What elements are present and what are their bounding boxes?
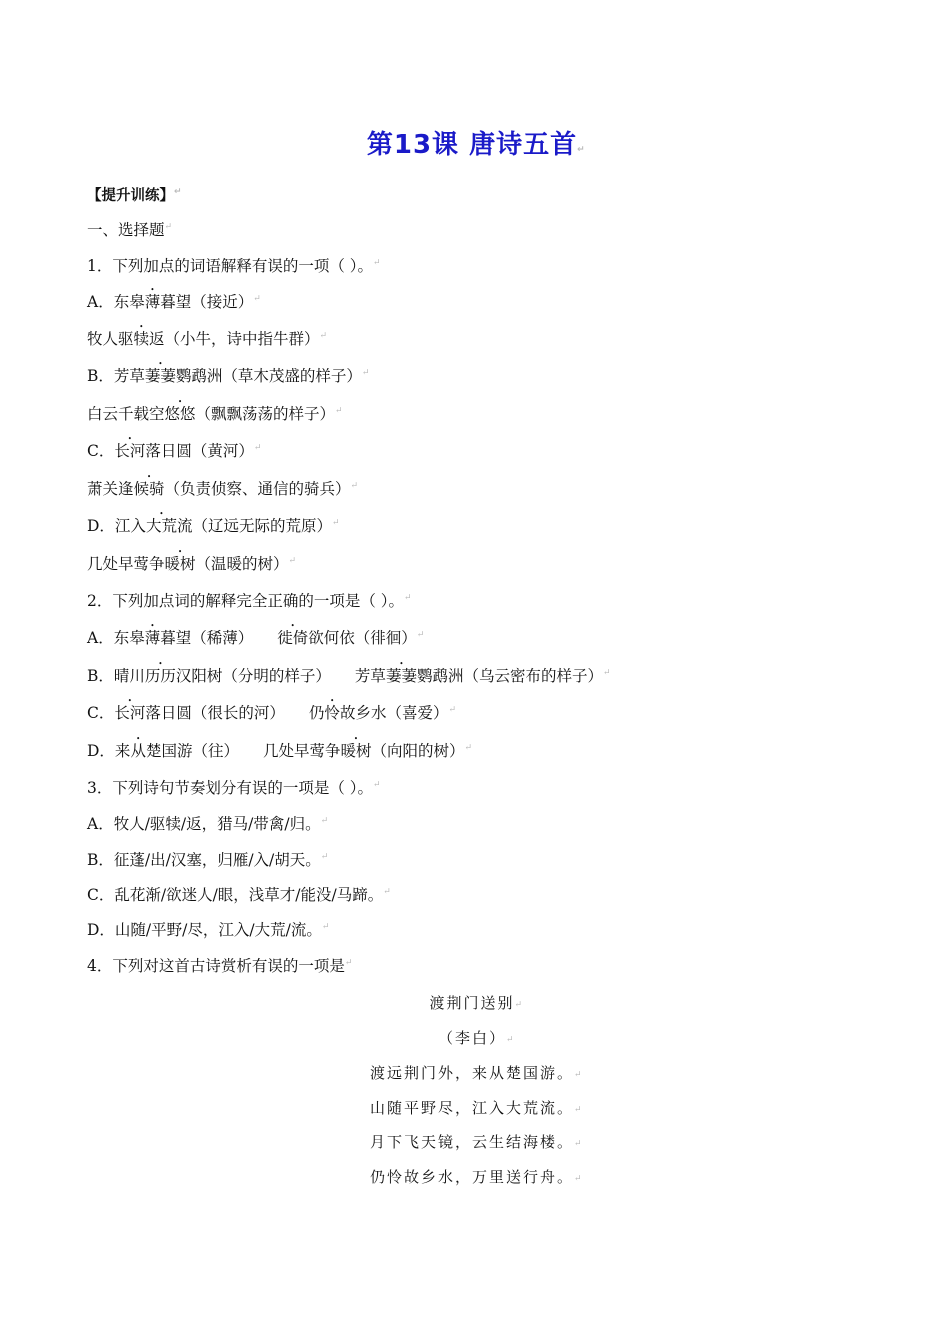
poem-line: 渡远荆门外，来从楚国游。↵ bbox=[0, 1062, 950, 1083]
q1-option-a-line1: A．东皋薄暮望（接近）↵ bbox=[87, 292, 259, 312]
part-heading: 一、选择题↵ bbox=[87, 220, 171, 240]
q2-option-d: D．来从楚国游（往） 几处早莺争暖树（向阳的树）↵ bbox=[87, 741, 471, 761]
poem-line: 山随平野尽，江入大荒流。↵ bbox=[0, 1097, 950, 1118]
q2-option-a: A．东皋薄暮望（稀薄） 徙倚欲何依（徘徊）↵ bbox=[87, 628, 423, 648]
q2-option-b: B．晴川历历汉阳树（分明的样子） 芳草萋萋鹦鹉洲（乌云密布的样子）↵ bbox=[87, 666, 609, 686]
q3-option-c: C．乱花渐/欲迷人/眼，浅草才/能没/马蹄。↵ bbox=[87, 885, 389, 905]
question-1-stem: 1．下列加点的词语解释有误的一项（ ）。↵ bbox=[87, 256, 379, 276]
question-2-stem: 2．下列加点词的解释完全正确的一项是（ ）。↵ bbox=[87, 591, 410, 611]
q1-option-b-line2: 白云千载空悠悠（飘飘荡荡的样子）↵ bbox=[87, 404, 341, 424]
poem-line: 月下飞天镜，云生结海楼。↵ bbox=[0, 1131, 950, 1152]
question-3-stem: 3．下列诗句节奏划分有误的一项是（ ）。↵ bbox=[87, 778, 379, 798]
q3-option-a: A．牧人/驱犊/返，猎马/带禽/归。↵ bbox=[87, 814, 327, 834]
q1-option-c-line2: 萧关逢候骑（负责侦察、通信的骑兵）↵ bbox=[87, 479, 357, 499]
poem-line: 仍怜故乡水，万里送行舟。↵ bbox=[0, 1166, 950, 1187]
q1-option-a-line2: 牧人驱犊返（小牛，诗中指牛群）↵ bbox=[87, 329, 326, 349]
q3-option-d: D．山随/平野/尽，江入/大荒/流。↵ bbox=[87, 920, 328, 940]
page-title: 第13课 唐诗五首↵ bbox=[0, 124, 950, 161]
section-heading: 【提升训练】↵ bbox=[87, 186, 180, 206]
q1-option-d-line1: D．江入大荒流（辽远无际的荒原）↵ bbox=[87, 516, 338, 536]
poem-title: 渡荆门送别↵ bbox=[0, 992, 950, 1013]
poem-author: （李白）↵ bbox=[0, 1027, 950, 1048]
q1-option-c-line1: C．长河落日圆（黄河）↵ bbox=[87, 441, 260, 461]
q2-option-c: C．长河落日圆（很长的河） 仍怜故乡水（喜爱）↵ bbox=[87, 703, 454, 723]
q3-option-b: B．征蓬/出/汉塞，归雁/入/胡天。↵ bbox=[87, 850, 327, 870]
q1-option-d-line2: 几处早莺争暖树（温暖的树）↵ bbox=[87, 554, 295, 574]
q1-option-b-line1: B．芳草萋萋鹦鹉洲（草木茂盛的样子）↵ bbox=[87, 366, 368, 386]
question-4-stem: 4．下列对这首古诗赏析有误的一项是↵ bbox=[87, 956, 351, 976]
